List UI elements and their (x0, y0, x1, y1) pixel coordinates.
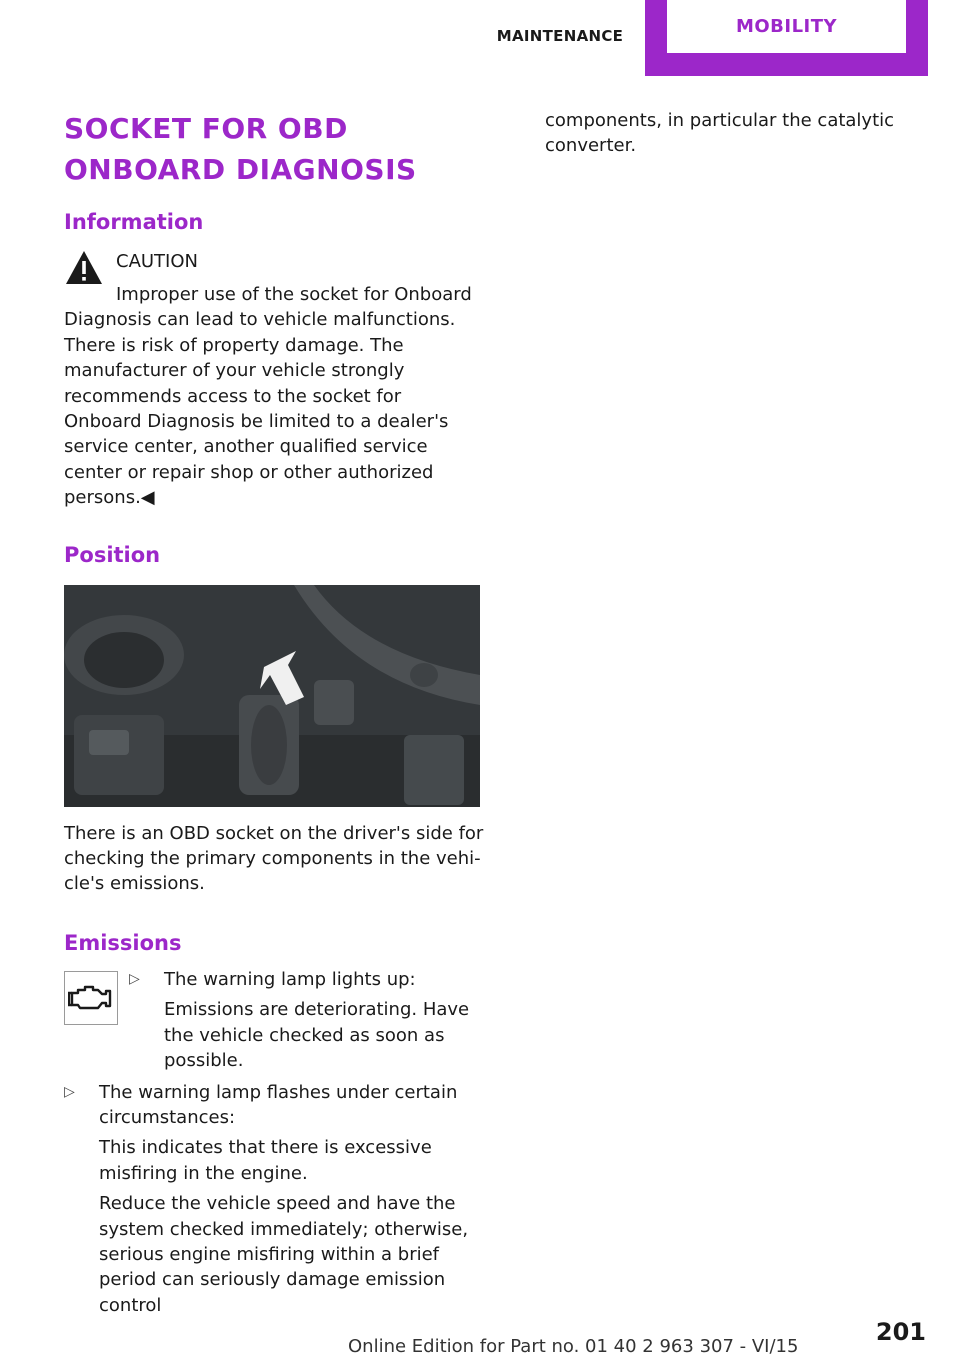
caution-text: Diagnosis can lead to vehicle malfunctions. There is risk of property damage. The manufacturer of your vehicle strongly recommends access to the socket for Onboard Diagnosis be limited to a dealer's service center, another qualified service center or repair shop or other authorized persons.◀ (64, 309, 456, 509)
bullet-triangle-icon: ▷ (64, 1083, 75, 1100)
header-tab-mobility-label: MOBILITY (735, 16, 838, 37)
caution-label: CAUTION (116, 251, 198, 272)
header-tab-maintenance[interactable] (486, 18, 634, 54)
edition-note: Online Edition for Part no. 01 40 2 963 307 - VI/15 (348, 1336, 799, 1357)
information-heading: Information (64, 210, 204, 234)
list-item-text: This indicates that there is excessive misfiring in the engine. (99, 1137, 432, 1184)
caution-text-line1: Improper use of the socket for Onboard (116, 284, 472, 305)
warning-triangle-icon (64, 248, 104, 288)
list-item-text: Reduce the vehicle speed and have the system checked immediately; otherwise, serious engine misfiring within a brief period can seriously damage emission control (99, 1193, 469, 1316)
caution-block (64, 248, 484, 511)
header-tab-maintenance-label: MAINTENANCE (496, 27, 624, 45)
list-item (64, 1080, 484, 1319)
list-item (64, 967, 484, 1074)
engine-warning-lamp-icon (64, 971, 118, 1025)
car-interior-illustration (64, 585, 480, 807)
section-title: SOCKET FOR OBD ONBOARD DIAGNOSIS (64, 112, 417, 186)
page-number: 201 (875, 1318, 926, 1346)
list-item-text: Emissions are deteriorating. Have the vehicle checked as soon as possible. (164, 999, 470, 1072)
emissions-heading: Emissions (64, 930, 182, 955)
page-footer (0, 1318, 960, 1362)
right-column (545, 108, 930, 159)
emissions-list (64, 967, 484, 1318)
continued-text: components, in particular the catalytic converter. (545, 110, 895, 157)
header-tab-mobility[interactable] (645, 0, 928, 76)
list-item-text: The warning lamp flashes under certain circumstances: (99, 1081, 458, 1128)
obd-position-photo (64, 585, 480, 807)
position-text: There is an OBD socket on the driver's side for checking the primary components in the vehicle's emissions. (64, 822, 484, 895)
bullet-triangle-icon: ▷ (129, 970, 140, 987)
left-column (64, 108, 484, 1324)
list-item-text: The warning lamp lights up: (164, 968, 416, 990)
position-heading: Position (64, 542, 161, 567)
